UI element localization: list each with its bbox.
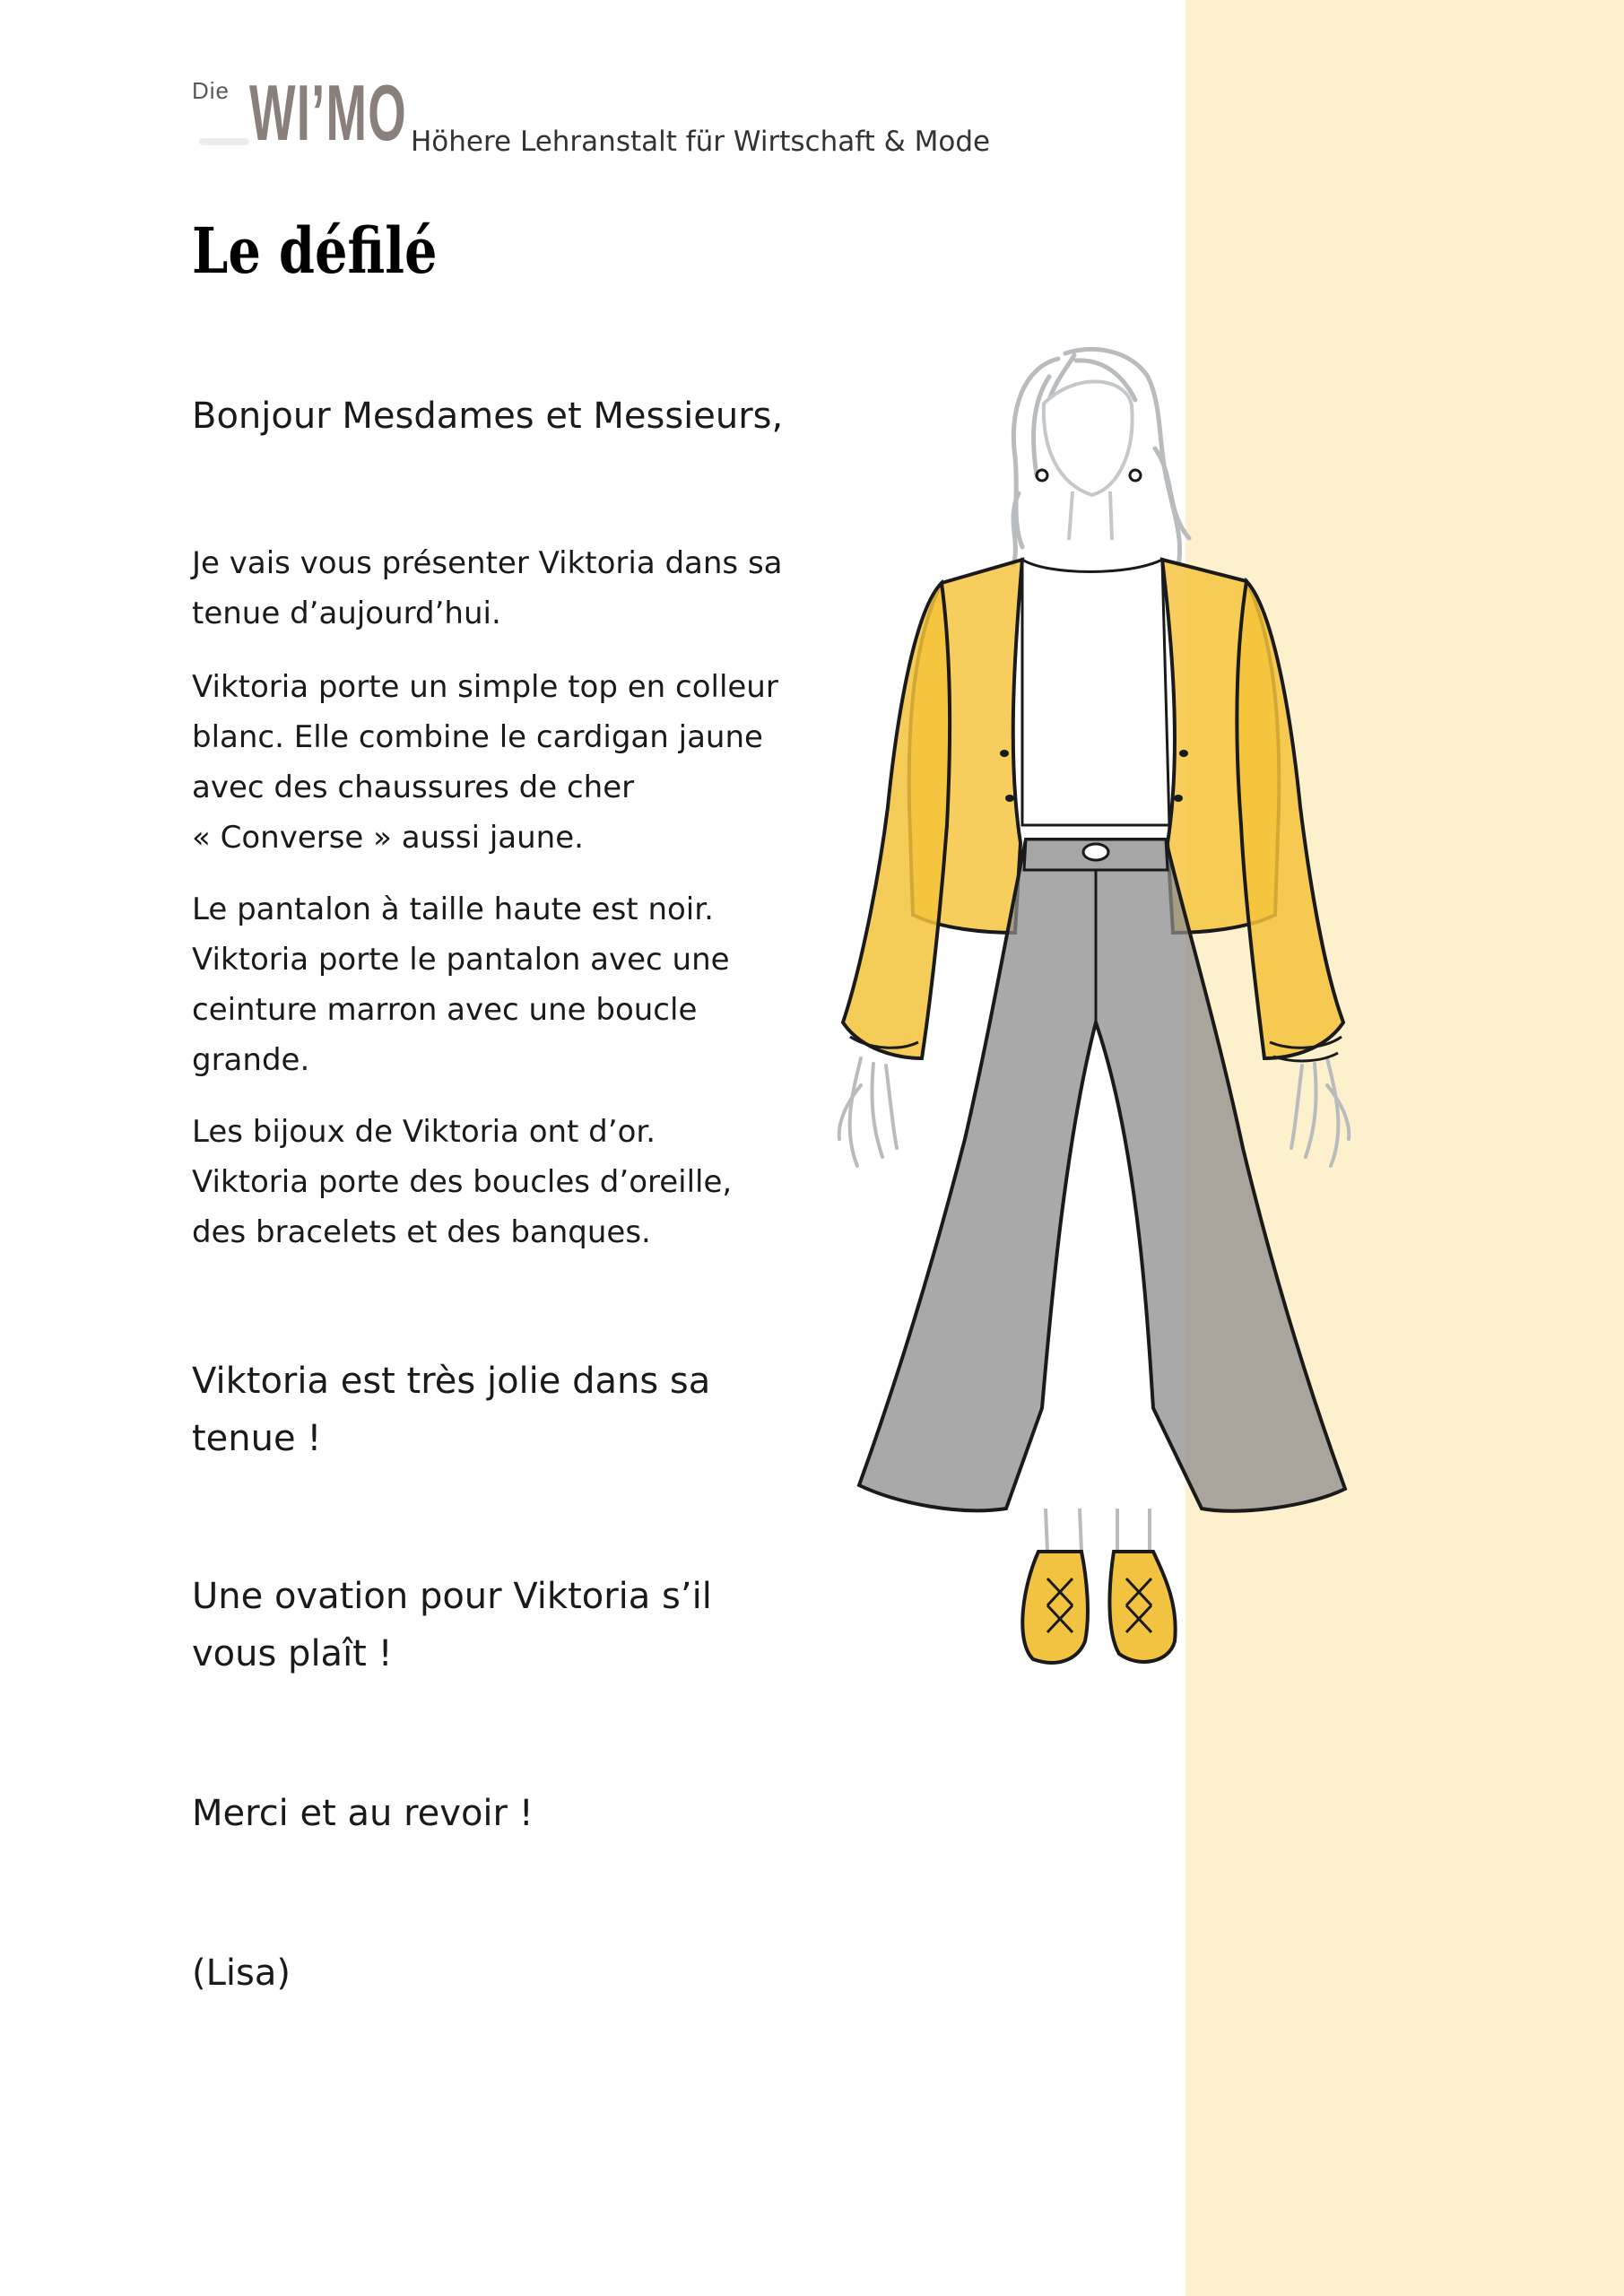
text-line: grande. — [192, 1042, 310, 1078]
school-logo — [192, 68, 407, 163]
sleeve-right — [1237, 581, 1343, 1058]
text-line: Viktoria porte des boucles d’oreille, — [192, 1164, 733, 1200]
closing-line — [192, 1785, 820, 1842]
shoe-right — [1109, 1552, 1175, 1662]
hands — [839, 1058, 1350, 1166]
page-title: Le défilé — [192, 213, 438, 288]
text-line: Une ovation pour Viktoria s’il — [192, 1576, 712, 1617]
earring-right — [1130, 470, 1141, 481]
text-line: vous plaît ! — [192, 1633, 393, 1674]
text-line: Je vais vous présenter Viktoria dans sa — [192, 545, 783, 581]
sleeve-left — [843, 583, 950, 1058]
text-line: Les bijoux de Viktoria ont d’or. — [192, 1114, 656, 1150]
text-line: des bracelets et des banques. — [192, 1214, 651, 1250]
school-tagline: Höhere Lehranstalt für Wirtschaft & Mode — [411, 126, 991, 158]
text-line: Viktoria porte un simple top en colleur — [192, 669, 778, 705]
text-line: tenue ! — [192, 1418, 322, 1459]
paragraph-3 — [192, 884, 820, 1085]
text-line: ceinture marron avec une boucle — [192, 992, 698, 1028]
signature — [192, 1944, 820, 2002]
paragraph-1 — [192, 538, 820, 639]
face — [1044, 381, 1133, 495]
paragraph-2 — [192, 662, 820, 863]
logo-wimo-text: WI’MO — [249, 68, 407, 157]
paragraph-5 — [192, 1352, 820, 1467]
text-line: « Converse » aussi jaune. — [192, 820, 584, 856]
text-line: Le pantalon à taille haute est noir. — [192, 891, 714, 927]
logo-die-text: Die — [192, 77, 230, 104]
greeting-line: Bonjour Mesdames et Messieurs, — [192, 396, 784, 437]
text-line: Merci et au revoir ! — [192, 1793, 534, 1834]
text-line: Viktoria porte le pantalon avec une — [192, 942, 730, 978]
fashion-sketch-figure — [807, 341, 1453, 1883]
greeting — [192, 387, 820, 445]
text-line: blanc. Elle combine le cardigan jaune — [192, 719, 763, 755]
text-line: tenue d’aujourd’hui. — [192, 596, 501, 631]
text-line: Viktoria est très jolie dans sa — [192, 1361, 711, 1402]
ankles — [1046, 1509, 1150, 1552]
paragraph-4 — [192, 1107, 820, 1257]
signature-text: (Lisa) — [192, 1952, 291, 1994]
shoe-left — [1022, 1552, 1088, 1663]
logo-shadow — [199, 138, 249, 145]
text-line: avec des chaussures de cher — [192, 770, 635, 805]
paragraph-6 — [192, 1568, 820, 1683]
white-top — [1022, 560, 1169, 825]
neck — [1069, 491, 1112, 540]
belt-buckle — [1083, 844, 1108, 860]
